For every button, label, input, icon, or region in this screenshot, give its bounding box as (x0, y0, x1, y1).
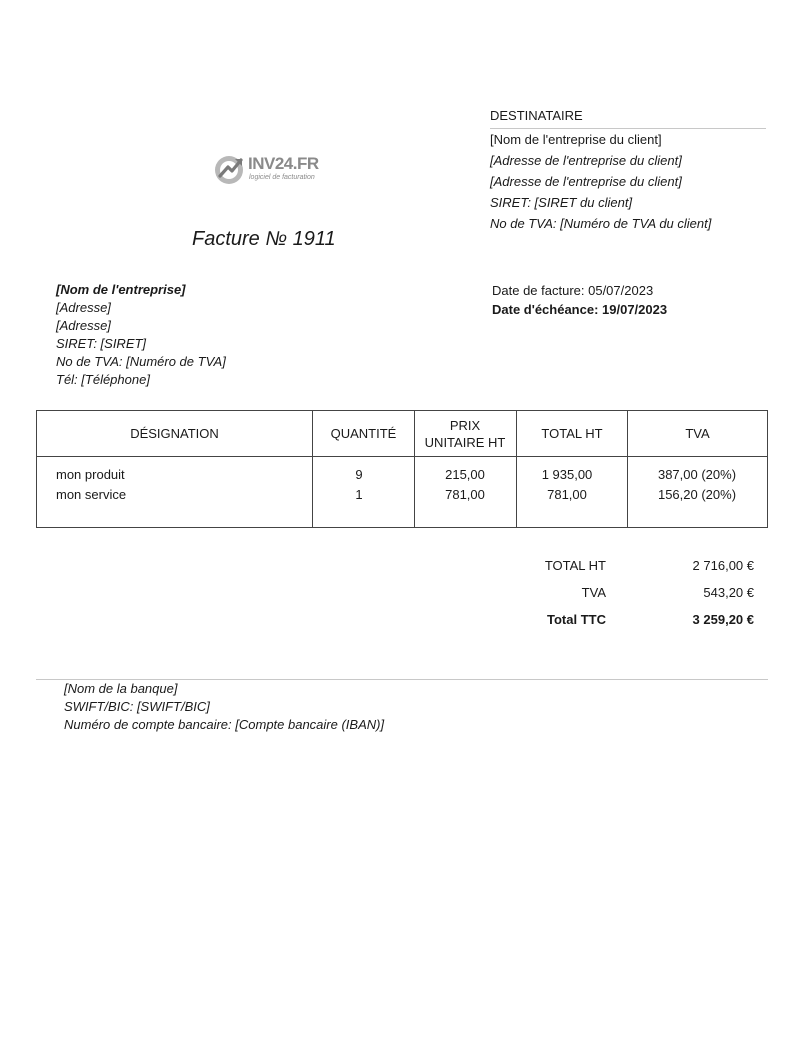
total-ttc-row (500, 612, 758, 639)
bank-details (64, 680, 564, 734)
totals-block (500, 558, 758, 639)
invoice-dates (492, 281, 752, 319)
invoice-title: Facture № 1911 (192, 228, 336, 250)
header-total-ht: TOTAL HT (541, 426, 603, 441)
recipient-vat: No de TVA: [Numéro de TVA du client] (490, 216, 712, 231)
total-ht-value: 2 716,00 € (692, 558, 754, 573)
total-vat-row (500, 585, 758, 612)
recipient-heading: DESTINATAIRE (490, 108, 583, 123)
total-ttc-value: 3 259,20 € (692, 612, 754, 627)
sender-phone: Tél: [Téléphone] (56, 372, 150, 387)
sender-address-2: [Adresse] (56, 318, 111, 333)
invoice-date: Date de facture: 05/07/2023 (492, 283, 654, 298)
total-vat-label: TVA (581, 585, 606, 600)
row-1-total-ht: 1 935,00 (541, 467, 593, 482)
row-1-designation: mon produit (56, 467, 125, 482)
total-ttc-label: Total TTC (547, 612, 606, 627)
row-1-quantity: 9 (355, 467, 363, 482)
sender-name: [Nom de l'entreprise] (56, 282, 186, 297)
row-2-designation: mon service (56, 487, 127, 502)
row-1-unit-price: 215,00 (445, 467, 485, 482)
total-ht-row (500, 558, 758, 585)
company-logo (212, 152, 322, 188)
bank-account: Numéro de compte bancaire: [Compte bancaire (IBAN)] (64, 717, 385, 732)
row-2-unit-price: 781,00 (445, 487, 485, 502)
recipient-address-2: [Adresse de l'entreprise du client] (490, 174, 682, 189)
bank-name: [Nom de la banque] (64, 681, 178, 696)
recipient-name: [Nom de l'entreprise du client] (490, 132, 662, 147)
row-2-total-ht: 781,00 (547, 487, 587, 502)
header-quantity: QUANTITÉ (330, 426, 397, 441)
row-2-quantity: 1 (355, 487, 363, 502)
items-table (36, 410, 768, 528)
recipient-divider (490, 128, 766, 129)
total-vat-value: 543,20 € (703, 585, 754, 600)
header-unit-price: PRIX UNITAIRE HT (424, 417, 506, 450)
logo-mark-icon (212, 152, 246, 186)
bank-swift: SWIFT/BIC: [SWIFT/BIC] (64, 699, 210, 714)
total-ht-label: TOTAL HT (544, 558, 606, 573)
sender-siret: SIRET: [SIRET] (56, 336, 147, 351)
due-date: Date d'échéance: 19/07/2023 (492, 302, 668, 317)
sender-vat: No de TVA: [Numéro de TVA] (56, 354, 226, 369)
header-designation: DÉSIGNATION (130, 426, 219, 441)
recipient-block (490, 106, 766, 234)
row-2-vat: 156,20 (20%) (657, 487, 737, 502)
header-vat: TVA (685, 426, 710, 441)
sender-address-1: [Adresse] (56, 300, 111, 315)
recipient-address-1: [Adresse de l'entreprise du client] (490, 153, 682, 168)
logo-text: INV24.FR (248, 154, 319, 173)
sender-block (56, 281, 356, 389)
logo-subtitle: logiciel de facturation (249, 174, 315, 181)
recipient-siret: SIRET: [SIRET du client] (490, 195, 633, 210)
row-1-vat: 387,00 (20%) (657, 467, 737, 482)
